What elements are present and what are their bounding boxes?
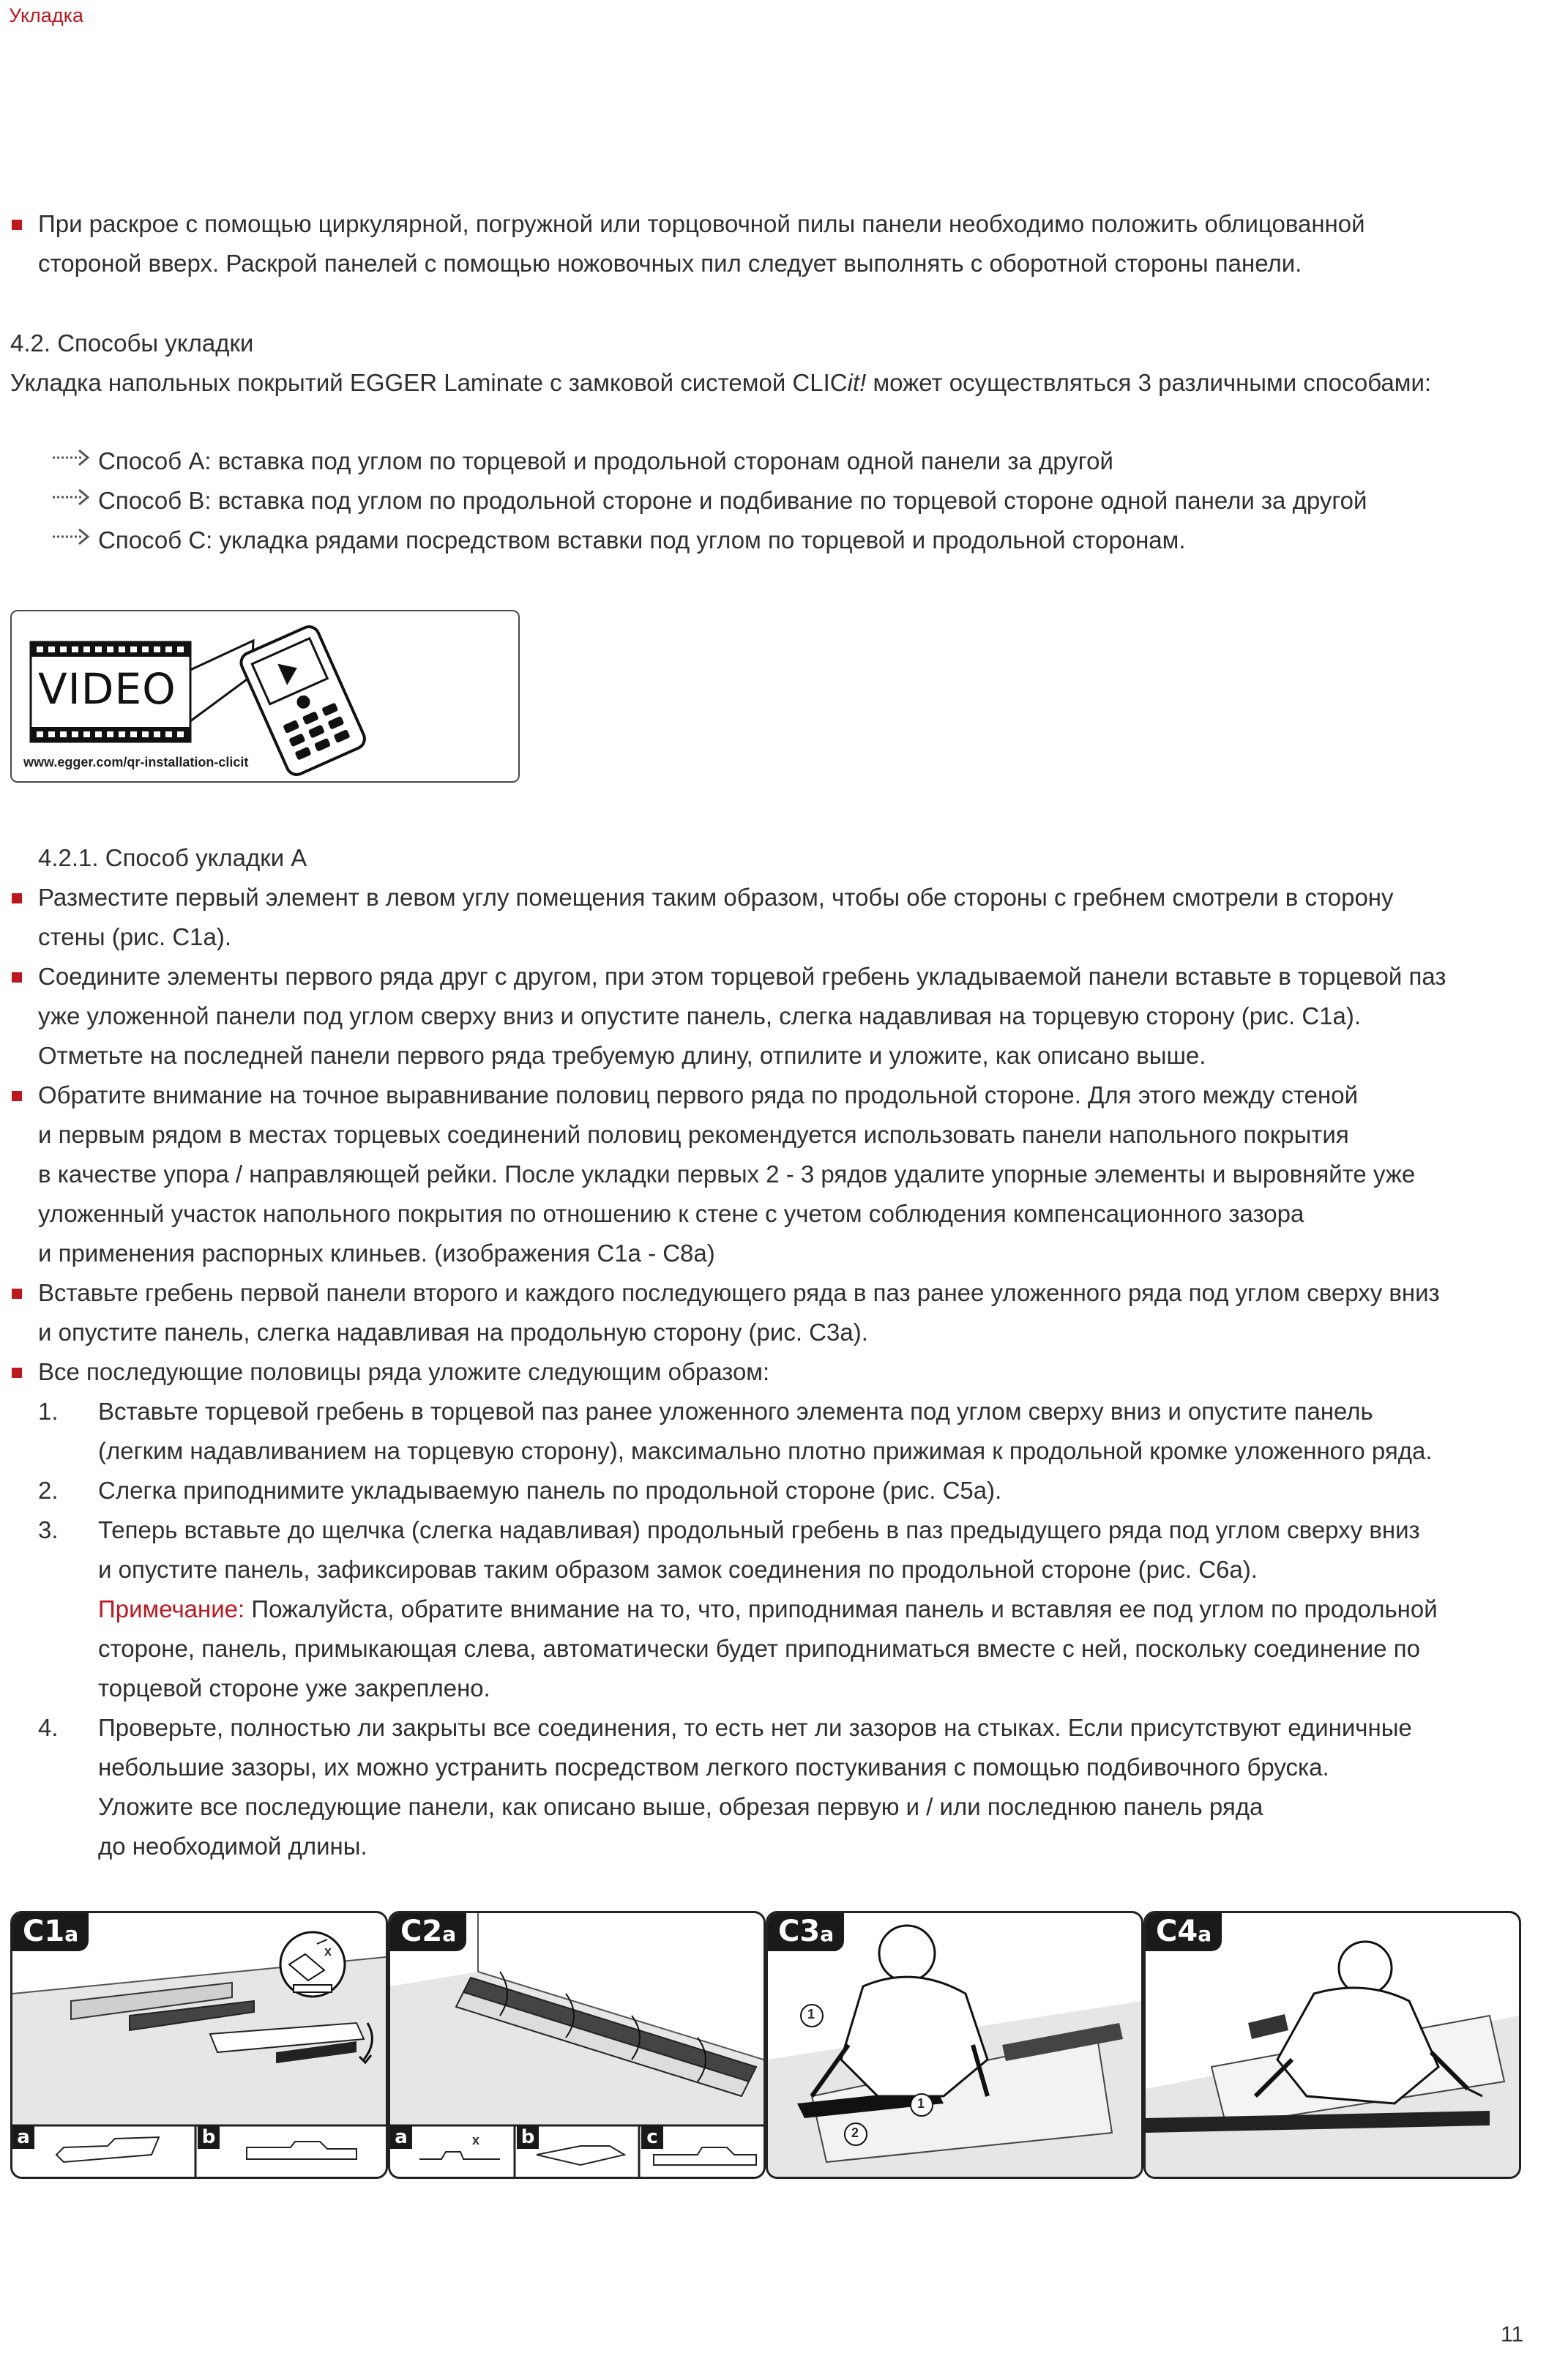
step-text: (легким надавливанием на торцевую сторону), максимально плотно прижимая к продольной кромке уложенного ряда. [98, 1437, 1433, 1464]
note-line: стороне, панель, примыкающая слева, автоматически будет приподниматься вместе с ней, поскольку соединение по [98, 1635, 1420, 1662]
section-4-2-title: 4.2. Способы укладки [10, 329, 254, 357]
bullet-text: Вставьте гребень первой панели второго и каждого последующего ряда в паз ранее уложенного ряда под углом сверху вниз [38, 1279, 1440, 1306]
intro-line-2: стороной вверх. Раскрой панелей с помощью ножовочных пил следует выполнять с оборотной стороны панели. [38, 250, 1302, 277]
sub-figure-tag: b [517, 2125, 539, 2149]
figure-tag: C1a [12, 1913, 89, 1951]
step-text: и опустите панель, зафиксировав таким образом замок соединения по продольной стороне (рис. C6a). [98, 1556, 1258, 1583]
method-b: Способ B: вставка под углом по продольной стороне и подбивание по торцевой стороне одной панели за другой [98, 487, 1367, 514]
bullet-marker [12, 1091, 22, 1101]
figure-tag: C4a [1146, 1913, 1222, 1951]
step-marker: 1 [807, 2007, 815, 2021]
bullet-text: и опустите панель, слегка надавливая на продольную сторону (рис. C3a). [38, 1319, 868, 1346]
step-number: 1. [38, 1398, 59, 1425]
step-number: 4. [38, 1714, 59, 1741]
bullet-text: Отметьте на последней панели первого ряда требуемую длину, отпилите и уложите, как описано выше. [38, 1042, 1206, 1069]
bullet-text: Все последующие половицы ряда уложите следующим образом: [38, 1358, 770, 1385]
sub-figure-tag: c [641, 2125, 663, 2149]
section-header-label: Укладка [9, 4, 84, 26]
step-text: небольшие зазоры, их можно устранить посредством легкого постукивания с помощью подбивочного бруска. [98, 1754, 1329, 1781]
video-url[interactable]: www.egger.com/qr-installation-clicit [23, 755, 249, 769]
figure-tag: C2a [390, 1913, 466, 1951]
figure-tag: C3a [768, 1913, 844, 1951]
step-marker: 1 [917, 2096, 925, 2111]
section-4-2-intro: Укладка напольных покрытий EGGER Laminate с замковой системой CLICit! может осуществляться 3 различными способами: [10, 369, 1432, 396]
bullet-marker [12, 972, 22, 983]
video-label: VIDEO [38, 664, 176, 714]
bullet-marker [12, 1289, 22, 1299]
gap-marker: x [472, 2133, 480, 2147]
figure-c3a [766, 1911, 1143, 2179]
step-text: Теперь вставьте до щелчка (слегка надавливая) продольный гребень в паз предыдущего ряда под углом сверху вниз [98, 1516, 1420, 1543]
installer-illustration [1146, 1913, 1519, 2177]
method-a: Способ A: вставка под углом по торцевой и продольной сторонам одной панели за другой [98, 447, 1113, 474]
sub-figure-tag: b [198, 2125, 220, 2149]
bullet-text: Разместите первый элемент в левом углу помещения таким образом, чтобы обе стороны с гребнем смотрели в сторону [38, 884, 1394, 911]
note-line: торцевой стороне уже закреплено. [98, 1674, 490, 1702]
note-line: Примечание: Пожалуйста, обратите внимание на то, что, приподнимая панель и вставляя ее под углом по продольной [98, 1595, 1438, 1622]
page-number: 11 [1501, 2322, 1524, 2347]
step-marker: 2 [851, 2125, 859, 2140]
bullet-marker [12, 893, 22, 903]
dotted-arrow-icon [51, 445, 94, 470]
floor-illustration [390, 1913, 764, 2177]
gap-marker: x [324, 1944, 332, 1959]
bullet-marker [12, 220, 22, 230]
sub-figure-tag: a [12, 2125, 34, 2149]
figure-c4a [1143, 1911, 1521, 2179]
bullet-text: стены (рис. C1a). [38, 923, 232, 950]
section-4-2-1-title: 4.2.1. Способ укладки A [38, 844, 307, 871]
bullet-text: и применения распорных клиньев. (изображения C1a - C8a) [38, 1240, 715, 1267]
step-text: до необходимой длины. [98, 1833, 367, 1860]
bullet-text: уже уложенной панели под углом сверху вниз и опустите панель, слегка надавливая на торцевую сторону (рис. C1a). [38, 1002, 1362, 1029]
bullet-text: Соедините элементы первого ряда друг с другом, при этом торцевой гребень укладываемой панели вставьте в торцевой паз [38, 963, 1446, 990]
step-number: 3. [38, 1516, 59, 1543]
bullet-text: в качестве упора / направляющей рейки. После укладки первых 2 - 3 рядов удалите упорные элементы и выровняйте уже [38, 1160, 1416, 1188]
step-text: Проверьте, полностью ли закрыты все соединения, то есть нет ли зазоров на стыках. Если присутствуют единичные [98, 1714, 1412, 1741]
figure-c1a [10, 1911, 388, 2179]
step-text: Вставьте торцевой гребень в торцевой паз ранее уложенного элемента под углом сверху вниз и опустите панель [98, 1398, 1373, 1425]
step-text: Слегка приподнимите укладываемую панель по продольной стороне (рис. C5a). [98, 1477, 1002, 1504]
bullet-text: уложенный участок напольного покрытия по отношению к стене с учетом соблюдения компенсационного зазора [38, 1200, 1304, 1227]
bullet-marker [12, 1368, 22, 1378]
bullet-text: и первым рядом в местах торцевых соединений половиц рекомендуется использовать панели напольного покрытия [38, 1121, 1349, 1148]
dotted-arrow-icon [51, 485, 94, 510]
intro-line-1: При раскрое с помощью циркулярной, погружной или торцовочной пилы панели необходимо положить облицованной [38, 210, 1365, 237]
figure-c2a [388, 1911, 766, 2179]
bullet-text: Обратите внимание на точное выравнивание половиц первого ряда по продольной стороне. Для этого между стеной [38, 1081, 1359, 1108]
method-c: Способ C: укладка рядами посредством вставки под углом по торцевой и продольной сторонам. [98, 526, 1186, 554]
step-text: Уложите все последующие панели, как описано выше, обрезая первую и / или последнюю панель ряда [98, 1793, 1263, 1820]
step-number: 2. [38, 1477, 59, 1504]
sub-figure-tag: a [390, 2125, 412, 2149]
video-link-box[interactable] [10, 610, 520, 783]
dotted-arrow-icon [51, 524, 94, 549]
installer-illustration [768, 1913, 1141, 2177]
note-label: Примечание: [98, 1595, 245, 1622]
